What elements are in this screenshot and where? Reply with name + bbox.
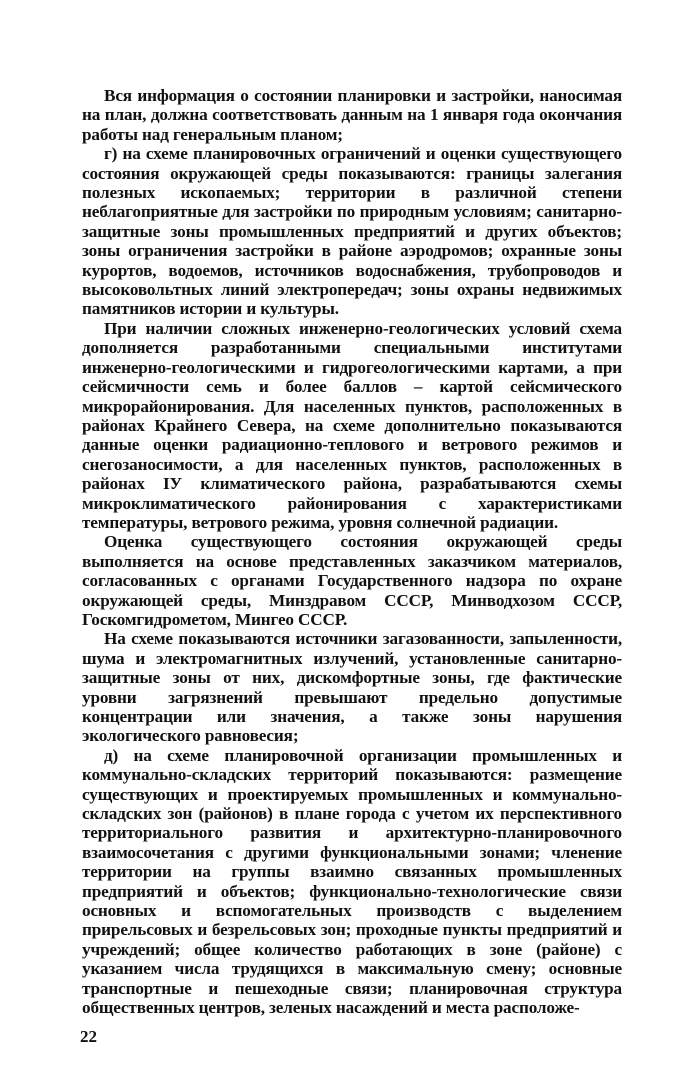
- paragraph-4: Оценка существующего состояния окружающей среды выполняется на основе представленных заказчиком материалов, согласованных с органами Государственного надзора по охране окружающей среды, Минздравом СССР, Минводхозом СССР, Госкомгидрометом, Мингео СССР.: [82, 532, 622, 629]
- document-page: [82, 86, 622, 1018]
- paragraph-5: На схеме показываются источники загазованности, запыленности, шума и электромагнитных излучений, установленные санитарно-защитные зоны от них, дискомфортные зоны, где фактические уровни загрязнений превышают предельно допустимые концентрации или значения, а также зоны нарушения экологического равновесия;: [82, 629, 622, 746]
- paragraph-3: При наличии сложных инженерно-геологических условий схема дополняется разработанными специальными институтами инженерно-геологическими и гидрогеологическими картами, а при сейсмичности семь и более баллов – картой сейсмического микрорайонирования. Для населенных пунктов, расположенных в районах Крайнего Севера, на схеме дополнительно показываются данные оценки радиационно-теплового и ветрового режимов и снегозаносимости, а для населенных пунктов, расположенных в районах IУ климатического района, разрабатываются схемы микроклиматического районирования с характеристиками температуры, ветрового режима, уровня солнечной радиации.: [82, 318, 622, 532]
- paragraph-6: д) на схеме планировочной организации промышленных и коммунально-складских территорий показываются: размещение существующих и проектируемых промышленных и коммунально-складских зон (районов) в плане города с учетом их перспективного территориального развития и архитектурно-планировочного взаимосочетания с другими функциональными зонами; членение территории на группы взаимно связанных промышленных предприятий и объектов; функционально-технологические связи основных и вспомогательных производств с выделением прирельсовых и безрельсовых зон; проходные пункты предприятий и учреждений; общее количество работающих в зоне (районе) с указанием числа трудящихся в максимальную смену; основные транспортные и пешеходные связи; планировочная структура общественных центров, зеленых насаждений и места расположе-: [82, 745, 622, 1018]
- paragraph-1: Вся информация о состоянии планировки и застройки, наносимая на план, должна соответствовать данным на 1 января года окончания работы над генеральным планом;: [82, 86, 622, 144]
- paragraph-2: г) на схеме планировочных ограничений и оценки существующего состояния окружающей среды показываются: границы залегания полезных ископаемых; территории в различной степени неблагоприятные для застройки по природным условиям; санитарно-защитные зоны промышленных предприятий и других объектов; зоны ограничения застройки в районе аэродромов; охранные зоны курортов, водоемов, источников водоснабжения, трубопроводов и высоковольтных линий электропередач; зоны охраны недвижимых памятников истории и культуры.: [82, 144, 622, 319]
- page-number: 22: [80, 1027, 97, 1046]
